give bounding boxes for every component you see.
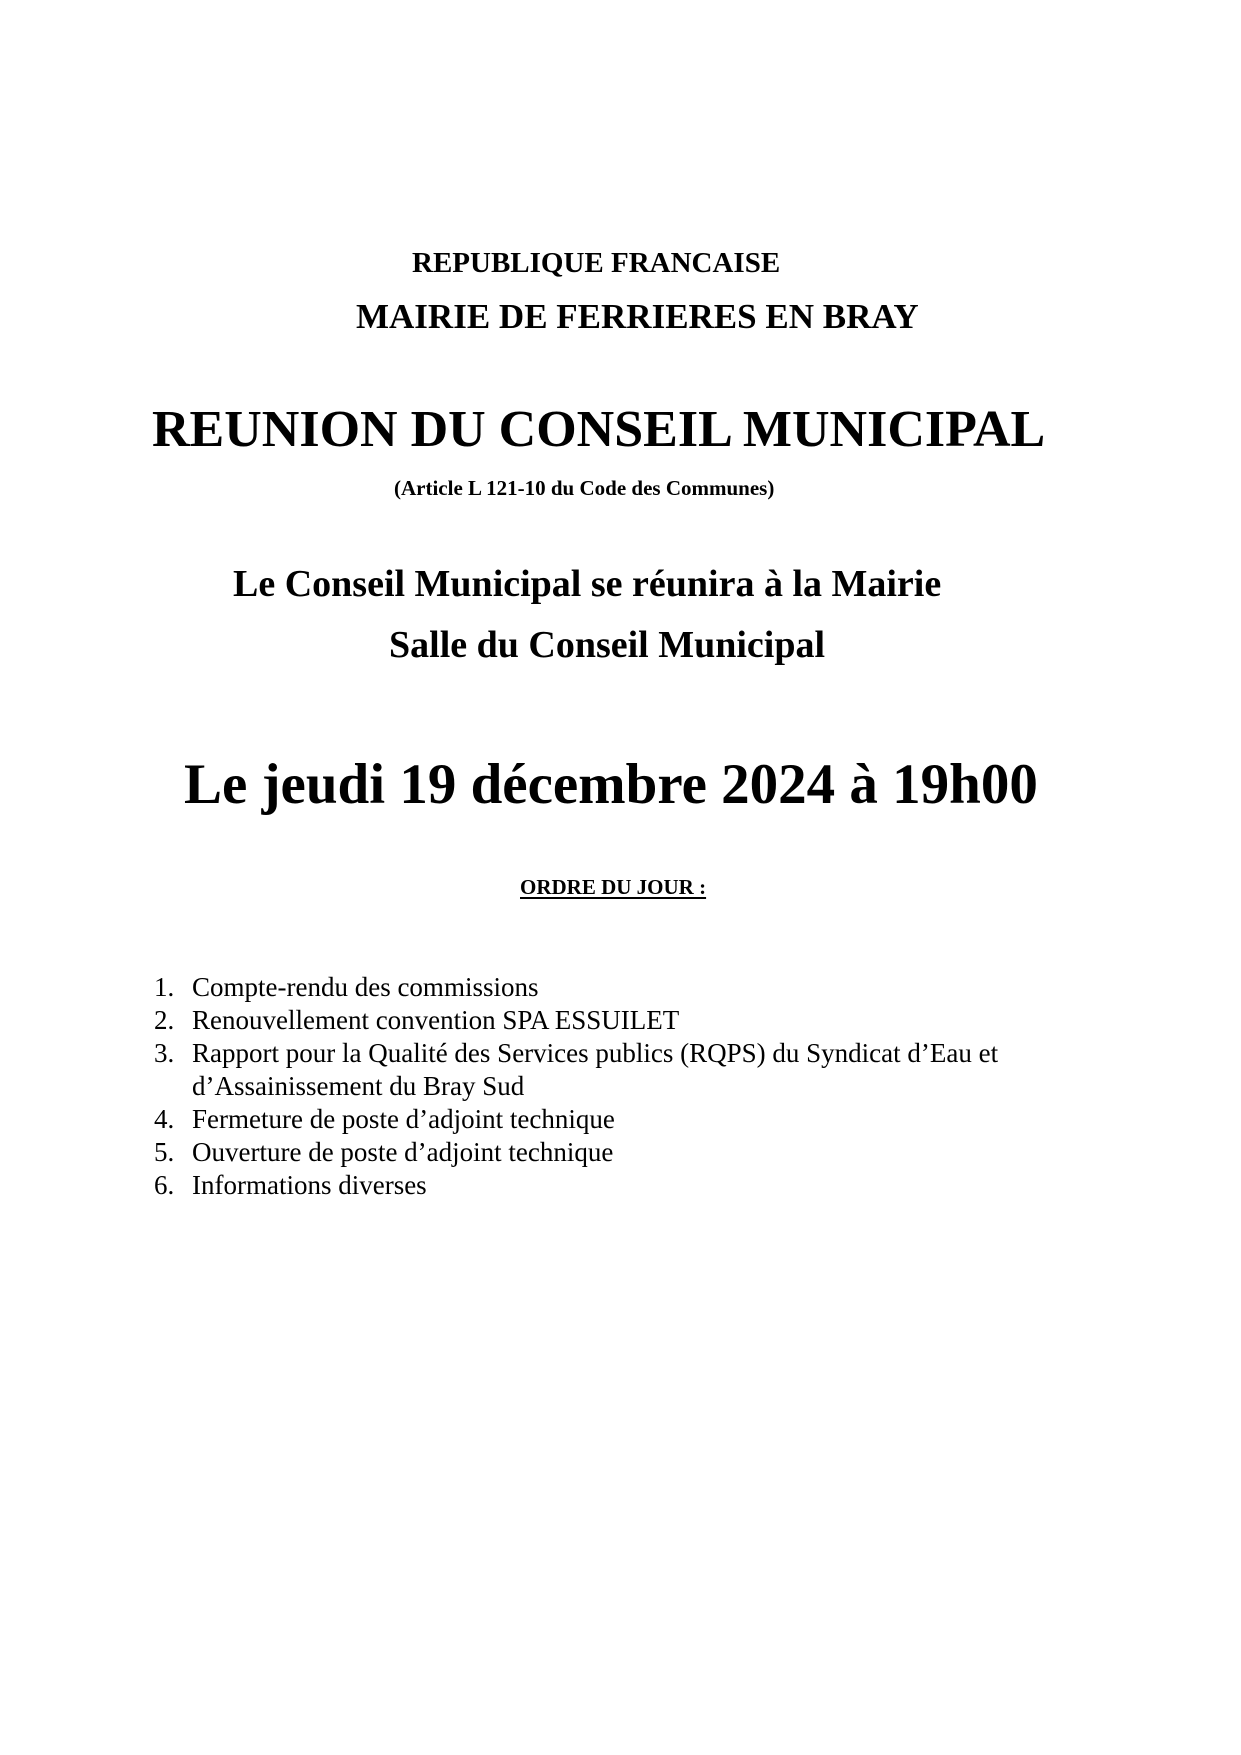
agenda-item-number: 1. xyxy=(154,972,175,1002)
page-title: REUNION DU CONSEIL MUNICIPAL xyxy=(152,401,1046,458)
agenda-item-text: Fermeture de poste d’adjoint technique xyxy=(192,1104,615,1134)
agenda-item-text: Compte-rendu des commissions xyxy=(192,972,539,1002)
meeting-date: Le jeudi 19 décembre 2024 à 19h00 xyxy=(184,753,1038,816)
agenda-item-number: 2. xyxy=(154,1005,175,1035)
agenda-item-number: 6. xyxy=(154,1170,175,1200)
agenda-heading: ORDRE DU JOUR : xyxy=(520,875,707,899)
mairie-heading: MAIRIE DE FERRIERES EN BRAY xyxy=(356,297,919,336)
agenda-item-number: 4. xyxy=(154,1104,175,1134)
agenda-item-text: Informations diverses xyxy=(192,1170,427,1200)
agenda-item-text: Renouvellement convention SPA ESSUILET xyxy=(192,1005,680,1035)
article-reference: (Article L 121-10 du Code des Communes) xyxy=(394,476,775,500)
agenda-item-text: Ouverture de poste d’adjoint technique xyxy=(192,1137,614,1167)
agenda-item-number: 5. xyxy=(154,1137,175,1167)
location-line-2: Salle du Conseil Municipal xyxy=(389,624,826,666)
location-line-1: Le Conseil Municipal se réunira à la Mairie xyxy=(233,563,942,605)
agenda-item-text: Rapport pour la Qualité des Services publics (RQPS) du Syndicat d’Eau et d’Assainissement du Bray Sud xyxy=(192,1038,999,1101)
republique-heading: REPUBLIQUE FRANCAISE xyxy=(412,247,781,279)
agenda-item-number: 3. xyxy=(154,1038,175,1068)
